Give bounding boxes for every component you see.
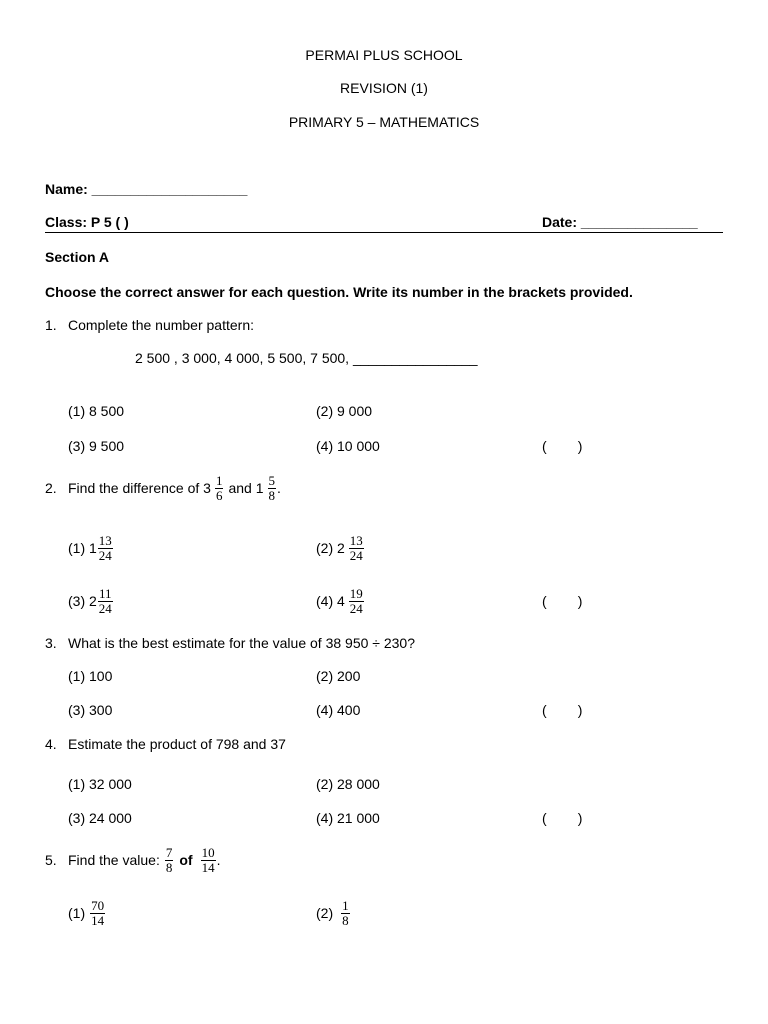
answer-bracket[interactable]: ( ) — [542, 810, 583, 826]
revision-title: REVISION (1) — [340, 80, 428, 96]
date-field[interactable]: Date: _______________ — [542, 214, 698, 230]
answer-bracket[interactable]: ( ) — [542, 438, 583, 454]
question-text: What is the best estimate for the value of 38 950 ÷ 230? — [68, 635, 415, 651]
number-pattern: 2 500 , 3 000, 4 000, 5 500, 7 500, ________________ — [135, 350, 478, 366]
subject-title: PRIMARY 5 – MATHEMATICS — [288, 114, 480, 130]
fraction: $\frac{10}{14}$ — [201, 844, 215, 875]
option-4[interactable]: (4) 21 000 — [316, 810, 380, 826]
fraction: $\frac{5}{8}$ — [268, 472, 275, 503]
question-text-start: Find the value: — [68, 852, 160, 868]
option-4[interactable]: (4) 400 — [316, 702, 361, 718]
option-3[interactable]: (3) 24 000 — [68, 810, 132, 826]
option-2[interactable]: (2) 9 000 — [316, 403, 373, 419]
fraction: $\frac{70}{14}$ — [91, 897, 105, 928]
option-3[interactable]: (3) 9 500 — [68, 438, 125, 454]
question-number: 2. — [45, 480, 57, 496]
class-field[interactable]: Class: P 5 ( ) — [45, 214, 129, 230]
section-instruction: Choose the correct answer for each question. Write its number in the brackets provided. — [45, 284, 633, 300]
option-4[interactable]: (4) 10 000 — [316, 438, 380, 454]
question-text-end: . — [216, 852, 221, 868]
option-2[interactable]: (2) 28 000 — [316, 776, 380, 792]
option-1[interactable]: (1) 8 500 — [68, 403, 125, 419]
fraction: $\frac{11}{24}$ — [98, 585, 112, 616]
option-3[interactable]: (3) 300 — [68, 702, 113, 718]
option-1[interactable]: (1) 1 $\frac{13}{24}$ — [68, 532, 112, 563]
header-divider — [45, 232, 723, 233]
option-2[interactable]: (2) $\frac{1}{8}$ — [316, 897, 349, 928]
question-text — [68, 842, 220, 878]
question-text — [68, 470, 281, 506]
question-number: 5. — [45, 852, 57, 868]
option-1[interactable]: (1) $\frac{70}{14}$ — [68, 897, 105, 928]
fraction: $\frac{13}{24}$ — [349, 532, 363, 563]
name-field[interactable]: Name: ____________________ — [45, 181, 248, 197]
option-2[interactable]: (2) 200 — [316, 668, 361, 684]
answer-bracket[interactable]: ( ) — [542, 593, 583, 609]
option-1[interactable]: (1) 32 000 — [68, 776, 132, 792]
question-text-mid: and 1 — [228, 480, 264, 496]
option-4[interactable]: (4) 4 $\frac{19}{24}$ — [316, 585, 363, 616]
question-text-end: . — [277, 480, 281, 496]
question-text: Estimate the product of 798 and 37 — [68, 736, 286, 752]
question-text: Complete the number pattern: — [68, 317, 254, 333]
fraction: $\frac{13}{24}$ — [98, 532, 112, 563]
fraction: $\frac{1}{8}$ — [342, 897, 349, 928]
answer-bracket[interactable]: ( ) — [542, 702, 583, 718]
of-word: of — [179, 852, 193, 868]
question-number: 1. — [45, 317, 57, 333]
question-text-start: Find the difference of 3 — [68, 480, 211, 496]
fraction: $\frac{19}{24}$ — [349, 585, 363, 616]
question-number: 4. — [45, 736, 57, 752]
fraction: $\frac{7}{8}$ — [165, 844, 173, 875]
option-2[interactable]: (2) 2 $\frac{13}{24}$ — [316, 532, 363, 563]
option-1[interactable]: (1) 100 — [68, 668, 113, 684]
school-name: PERMAI PLUS SCHOOL — [305, 47, 463, 63]
fraction: $\frac{1}{6}$ — [215, 472, 223, 503]
question-number: 3. — [45, 635, 57, 651]
option-3[interactable]: (3) 2 $\frac{11}{24}$ — [68, 585, 112, 616]
section-title: Section A — [45, 249, 110, 265]
